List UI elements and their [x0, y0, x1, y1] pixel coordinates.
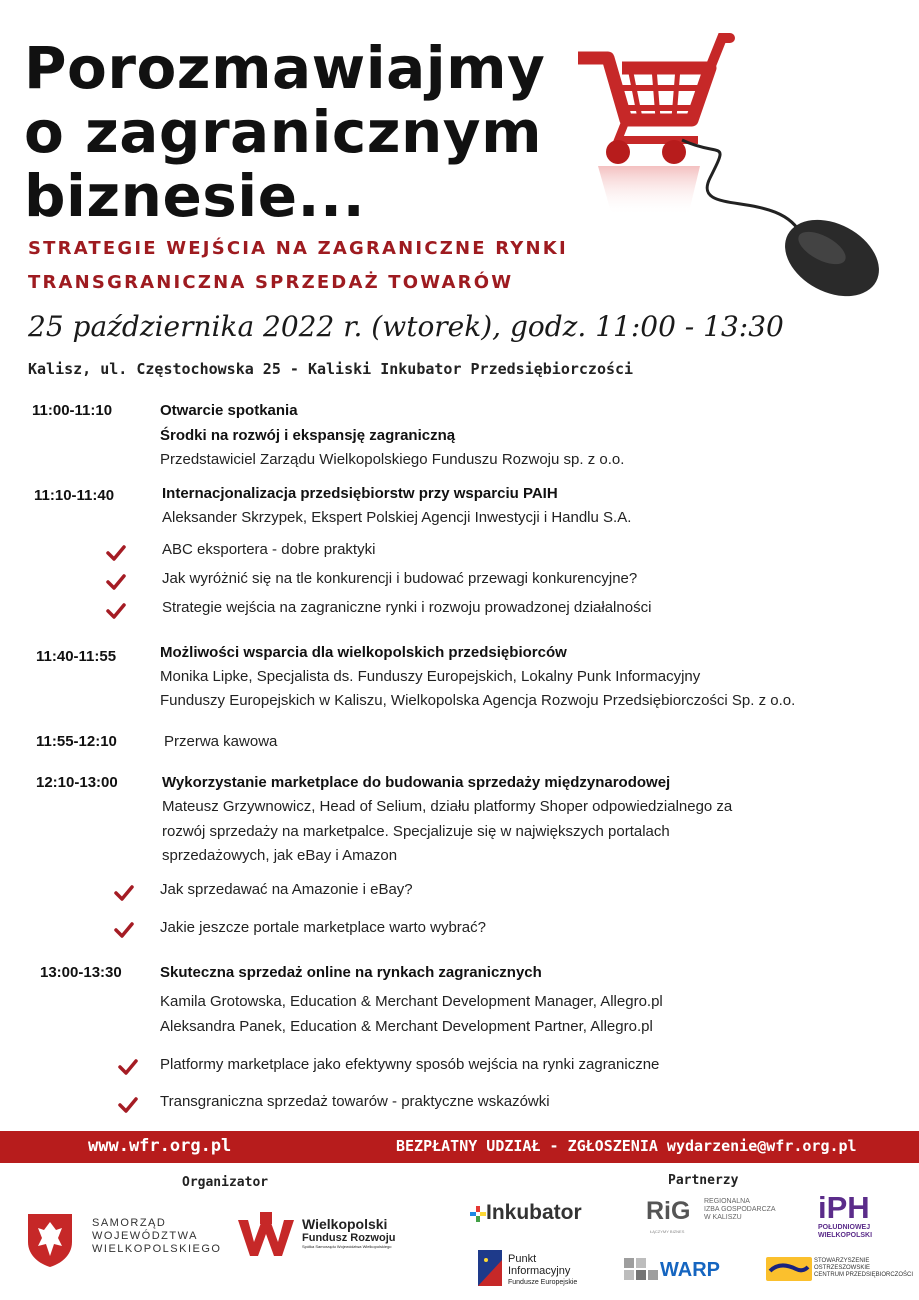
session-5-speaker-line-3: sprzedażowych, jak eBay i Amazon — [162, 847, 398, 864]
rig-tagline: ŁĄCZYMY BIZNES — [650, 1229, 685, 1234]
rig-logo: RiG — [646, 1197, 691, 1225]
session-5-time: 12:10-13:00 — [36, 774, 118, 791]
session-5-bullet-1: Jak sprzedawać na Amazonie i eBay? — [160, 881, 413, 898]
eu-funds-flag-icon — [478, 1250, 502, 1286]
coat-of-arms-icon — [26, 1212, 74, 1268]
punkt-logo-text: Punkt Informacyjny Fundusze Europejskie — [508, 1253, 578, 1286]
checkmark-icon — [106, 603, 126, 619]
inkubator-plus-icon — [470, 1206, 486, 1222]
session-3-time: 11:40-11:55 — [36, 648, 117, 665]
warp-logo-icon — [624, 1258, 658, 1284]
checkmark-icon — [118, 1059, 138, 1075]
event-place: Kalisz, ul. Częstochowska 25 - Kaliski Inkubator Przedsiębiorczości — [28, 360, 634, 378]
session-1-subtitle: Środki na rozwój i ekspansję zagraniczną — [160, 427, 456, 444]
session-6-speaker-line-1: Kamila Grotowska, Education & Merchant Development Manager, Allegro.pl — [160, 993, 663, 1010]
session-6-title: Skuteczna sprzedaż online na rynkach zagranicznych — [160, 964, 542, 981]
warp-logo: WARP — [660, 1259, 720, 1281]
session-6-bullet-2: Transgraniczna sprzedaż towarów - praktyczne wskazówki — [160, 1093, 550, 1110]
session-2-bullet-2: Jak wyróżnić się na tle konkurencji i budować przewagi konkurencyjne? — [162, 570, 638, 587]
session-5-bullet-2: Jakie jeszcze portale marketplace warto wybrać? — [160, 919, 486, 936]
session-3-speaker-line-2: Funduszy Europejskich w Kaliszu, Wielkopolska Agencja Rozwoju Przedsiębiorczości Sp. z o.o. — [160, 692, 796, 709]
footer-band — [0, 1131, 919, 1163]
session-5-speaker-line-1: Mateusz Grzywnowicz, Head of Selium, działu platformy Shoper odpowiedzialnego za — [162, 798, 733, 815]
session-1-time: 11:00-11:10 — [32, 402, 113, 419]
rig-logo-text: REGIONALNA IZBA GOSPODARCZA W KALISZU — [704, 1198, 776, 1221]
session-5-speaker-line-2: rozwój sprzedaży na marketpalce. Specjalizuje się w największych portalach — [162, 823, 670, 840]
session-6-speaker-line-2: Aleksandra Panek, Education & Merchant Development Partner, Allegro.pl — [160, 1018, 653, 1035]
title-line-2: o zagranicznym — [24, 98, 543, 166]
session-2-speaker: Aleksander Skrzypek, Ekspert Polskiej Agencji Inwestycji i Handlu S.A. — [162, 509, 632, 526]
event-date: 25 października 2022 r. (wtorek), godz. 11:00 - 13:30 — [28, 310, 784, 343]
samorzad-logo-text: SAMORZĄD WOJEWÓDZTWA WIELKOPOLSKIEGO — [92, 1217, 222, 1255]
session-4-time: 11:55-12:10 — [36, 733, 117, 750]
checkmark-icon — [114, 922, 134, 938]
partners-label: Partnerzy — [668, 1173, 739, 1188]
title-line-3: biznesie... — [24, 162, 366, 230]
session-2-title: Internacjonalizacja przedsiębiorstw przy wsparciu PAIH — [162, 485, 558, 502]
wfr-logo-text: Wielkopolski Fundusz Rozwoju Spółka Samorządu Województwa Wielkopolskiego — [302, 1216, 396, 1249]
checkmark-icon — [114, 885, 134, 901]
registration-info[interactable]: BEZPŁATNY UDZIAŁ - ZGŁOSZENIA wydarzenie@wfr.org.pl — [396, 1137, 857, 1155]
session-1-title: Otwarcie spotkania — [160, 402, 298, 419]
handshake-icon — [766, 1257, 812, 1281]
organizer-label: Organizator — [182, 1175, 269, 1190]
session-5-title: Wykorzystanie marketplace do budowania sprzedaży międzynarodowej — [162, 774, 671, 791]
session-1-speaker: Przedstawiciel Zarządu Wielkopolskiego Funduszu Rozwoju sp. z o.o. — [160, 451, 625, 468]
session-2-bullet-1: ABC eksportera - dobre praktyki — [162, 541, 376, 558]
checkmark-icon — [106, 574, 126, 590]
session-3-title: Możliwości wsparcia dla wielkopolskich przedsiębiorców — [160, 644, 567, 661]
session-3-speaker-line-1: Monika Lipke, Specjalista ds. Funduszy Europejskich, Lokalny Punk Informacyjny — [160, 668, 701, 685]
wfr-logo-icon — [236, 1212, 296, 1260]
subtitle-strategies: STRATEGIE WEJŚCIA NA ZAGRANICZNE RYNKI — [28, 238, 568, 259]
session-4-title: Przerwa kawowa — [164, 733, 278, 750]
title-line-1: Porozmawiajmy — [24, 34, 546, 102]
session-6-time: 13:00-13:30 — [40, 964, 122, 981]
session-2-time: 11:10-11:40 — [34, 487, 115, 504]
website-link[interactable]: www.wfr.org.pl — [88, 1136, 232, 1156]
shopping-cart-mouse-icon — [570, 28, 890, 298]
stowarzyszenie-logo-text: STOWARZYSZENIE OSTRZESZOWSKIE CENTRUM PRZEDSIĘBIORCZOŚCI — [814, 1258, 914, 1278]
iph-logo: iPH — [818, 1190, 870, 1225]
inkubator-logo: Inkubator — [486, 1201, 582, 1224]
iph-logo-text: POŁUDNIOWEJ WIELKOPOLSKI — [818, 1224, 873, 1239]
page-title — [24, 36, 564, 228]
checkmark-icon — [118, 1097, 138, 1113]
session-6-bullet-1: Platformy marketplace jako efektywny sposób wejścia na rynki zagraniczne — [160, 1056, 660, 1073]
subtitle-cross-border: TRANSGRANICZNA SPRZEDAŻ TOWARÓW — [28, 272, 514, 293]
checkmark-icon — [106, 545, 126, 561]
session-2-bullet-3: Strategie wejścia na zagraniczne rynki i rozwoju prowadzonej działalności — [162, 599, 652, 616]
